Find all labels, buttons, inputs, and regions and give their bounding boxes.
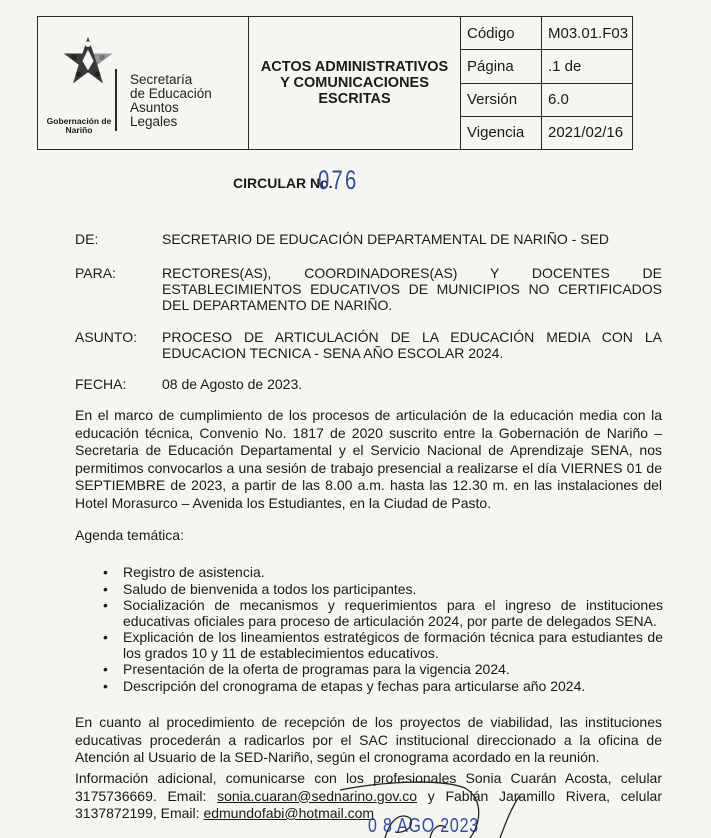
logo-unit-line: Secretaría xyxy=(130,72,193,87)
bullet-icon: • xyxy=(103,580,108,597)
circular-label: CIRCULAR No. xyxy=(233,175,333,191)
agenda-item xyxy=(103,662,663,678)
logo-unit-line: Asuntos xyxy=(130,100,179,115)
agenda-item xyxy=(103,582,663,598)
meta-value: M03.01.F03 xyxy=(548,24,629,42)
agenda-item xyxy=(103,598,663,629)
bullet-icon: • xyxy=(103,629,108,645)
contact-text: Información adicional, comunicarse con los profesionales Sonia Cuarán Acosta, celular 3175736669. Email: xyxy=(75,770,662,804)
bullet-icon: • xyxy=(103,597,108,613)
logo-divider xyxy=(115,69,117,131)
agenda-item-text: Explicación de los lineamientos estratégicos de formación técnica para estudiantes de los grados 10 y 11 de establecimientos educativos. xyxy=(123,629,663,661)
agenda-item xyxy=(103,565,663,581)
agenda-list xyxy=(103,565,663,695)
field-label-de: DE: xyxy=(75,231,99,247)
title-line: Y COMUNICACIONES xyxy=(280,75,429,91)
field-value-asunto: PROCESO DE ARTICULACIÓN DE LA EDUCACIÓN MEDIA CON LA EDUCACION TECNICA - SENA AÑO ESCOLAR 2024. xyxy=(162,329,662,361)
field-value-de: SECRETARIO DE EDUCACIÓN DEPARTAMENTAL DE NARIÑO - SED xyxy=(162,231,610,247)
field-label-fecha: FECHA: xyxy=(75,376,127,392)
procedure-paragraph: En cuanto al procedimiento de recepción de los proyectos de viabilidad, las instituciones educativas procederán a radicarlos por el SAC institucional direccionado a la oficina de Atención al Usuario de la SED-Nariño, según el cronograma acordado en la reunión. xyxy=(75,714,662,765)
email-link-sonia[interactable]: sonia.cuaran@sednarino.gov.co xyxy=(217,787,418,804)
meta-value: .1 de xyxy=(548,57,582,75)
document-type-title xyxy=(249,17,461,149)
meta-value: 2021/02/16 xyxy=(548,124,624,142)
agenda-item-text: Socialización de mecanismos y requerimientos para el ingreso de instituciones educativas oficiales para proceso de articulación 2024, por parte de delegados SENA. xyxy=(123,597,663,629)
field-value-para: RECTORES(AS), COORDINADORES(AS) Y DOCENTES DE ESTABLECIMIENTOS EDUCATIVOS DE MUNICIPIOS NO CERTIFICADOS DEL DEPARTAMENTO DE NARIÑO. xyxy=(162,265,662,313)
field-label-para: PARA: xyxy=(75,265,116,281)
agenda-item-text: Registro de asistencia. xyxy=(123,564,265,580)
logo-unit-text xyxy=(130,73,212,129)
document-header xyxy=(37,16,633,150)
bullet-icon: • xyxy=(103,564,108,580)
received-date-stamp: 0 8 AGO 2023 xyxy=(368,815,480,837)
gobernacion-star-logo-icon xyxy=(60,33,116,89)
meta-key: Código xyxy=(461,17,542,49)
bullet-icon: • xyxy=(103,677,108,694)
agenda-title: Agenda temática: xyxy=(75,527,184,543)
meta-key: Página xyxy=(461,50,542,82)
intro-paragraph: En el marco de cumplimiento de los procesos de articulación de la educación media con la educación técnica, Convenio No. 1817 de 2020 suscrito entre la Gobernación de Nariño – Secretaria de Educación Departamental y el Servicio Nacional de Aprendizaje SENA, nos permitimos convocarlos a una sesión de trabajo presencial a realizarse el día VIERNES 01 de SEPTIEMBRE de 2023, a partir de las 8.00 a.m. hasta las 12.30 m. en las instalaciones del Hotel Morasurco – Avenida los Estudiantes, en la Ciudad de Pasto. xyxy=(75,407,662,511)
logo-cell xyxy=(38,17,249,149)
agenda-item-text: Descripción del cronograma de etapas y fechas para articularse año 2024. xyxy=(123,677,586,694)
logo-org-name: Gobernación de Nariño xyxy=(46,116,112,135)
logo-unit-line: Legales xyxy=(130,114,178,129)
agenda-item xyxy=(103,630,663,661)
meta-key: Vigencia xyxy=(461,117,542,149)
meta-row-vigencia xyxy=(461,117,632,149)
field-label-asunto: ASUNTO: xyxy=(75,329,137,345)
email-link-fabian[interactable]: edmundofabi@hotmail.com xyxy=(203,805,375,821)
bullet-icon: • xyxy=(103,661,108,677)
agenda-item-text: Presentación de la oferta de programas para la vigencia 2024. xyxy=(123,661,510,677)
title-line: ACTOS ADMINISTRATIVOS xyxy=(260,59,449,75)
agenda-item xyxy=(103,679,663,695)
field-value-fecha: 08 de Agosto de 2023. xyxy=(162,376,303,392)
document-meta-table xyxy=(461,17,632,149)
logo-unit-line: de Educación xyxy=(130,86,212,101)
agenda-item-text: Saludo de bienvenida a todos los participantes. xyxy=(123,580,417,597)
contact-text: y Fabián Jaramillo Rivera, celular 3137872199, Email: xyxy=(75,787,662,821)
meta-row-version xyxy=(461,84,632,117)
circular-number: 076 xyxy=(318,165,359,195)
meta-row-pagina xyxy=(461,50,632,83)
meta-value: 6.0 xyxy=(548,91,569,109)
title-line: ESCRITAS xyxy=(318,91,391,107)
meta-row-codigo xyxy=(461,17,632,50)
meta-key: Versión xyxy=(461,84,542,116)
